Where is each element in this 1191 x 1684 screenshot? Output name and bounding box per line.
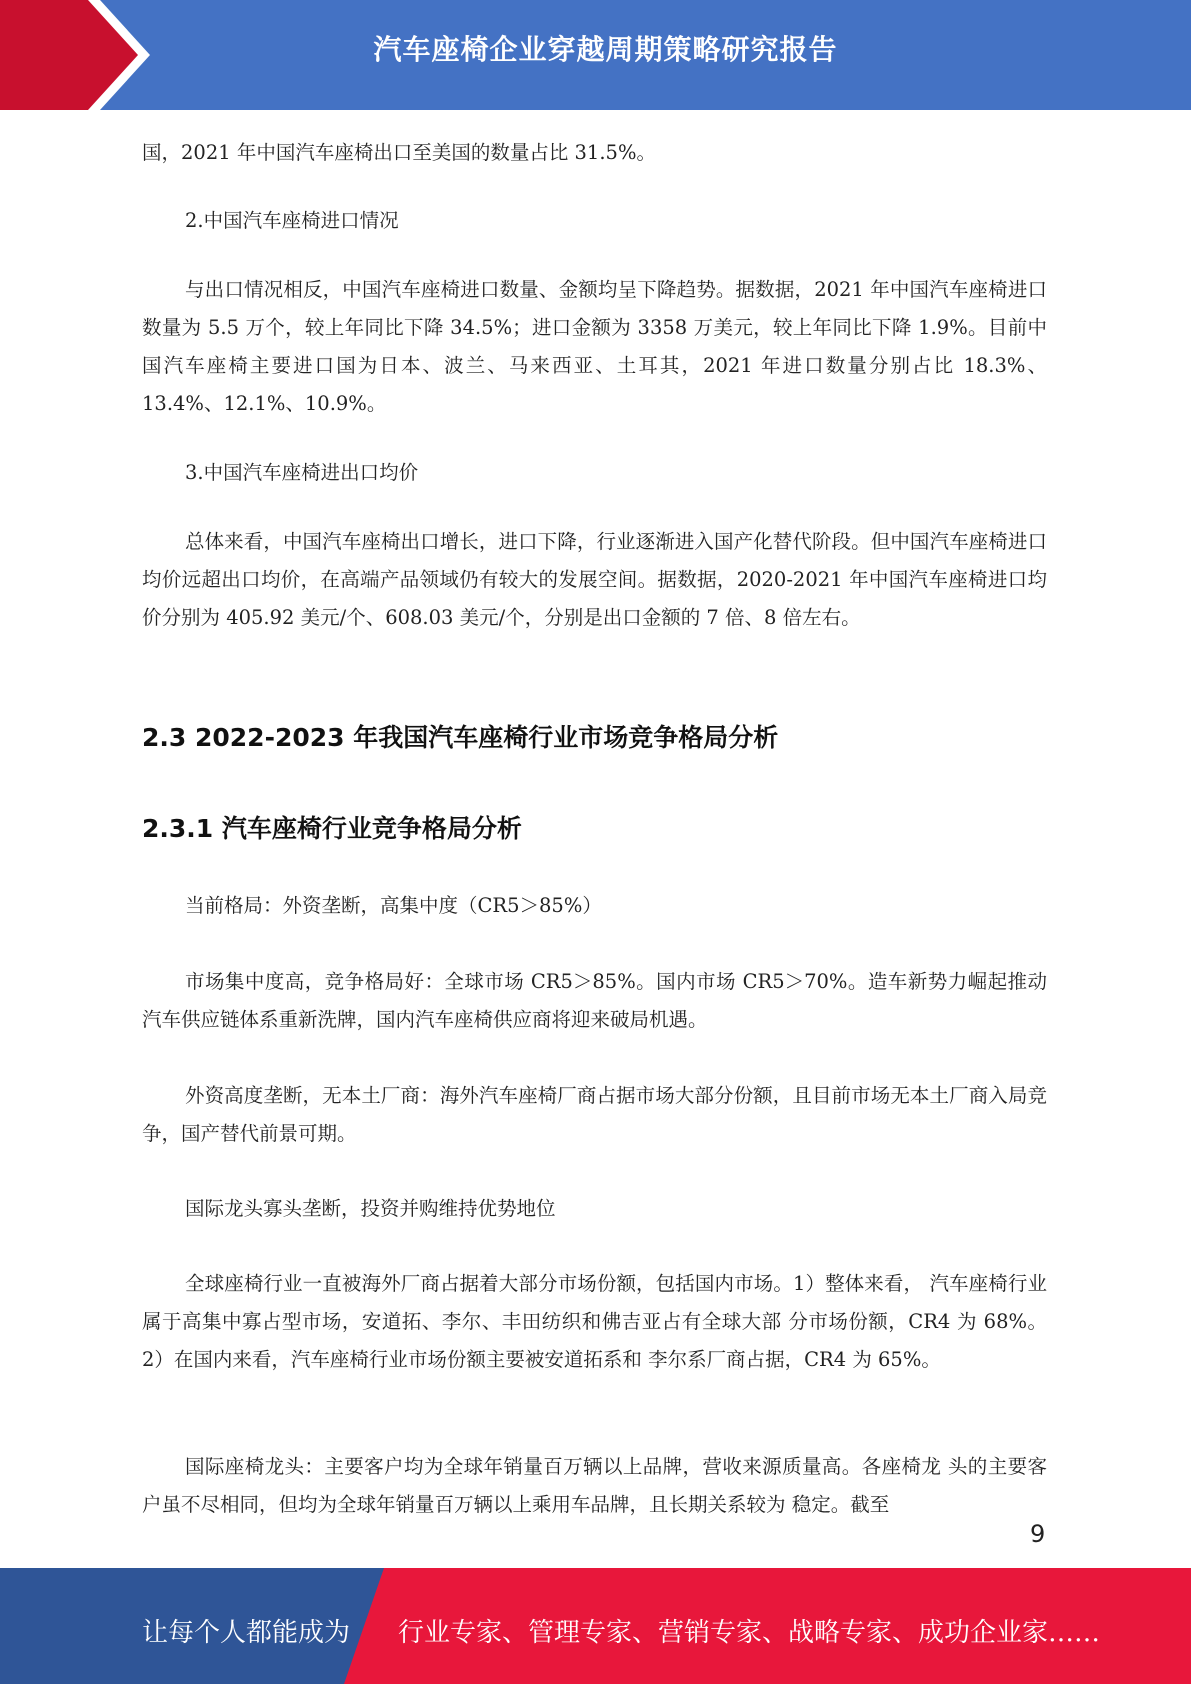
- paragraph-leaders: 国际座椅龙头：主要客户均为全球年销量百万辆以上品牌，营收来源质量高。各座椅龙 头的主要客户虽不尽相同，但均为全球年销量百万辆以上乘用车品牌，且长期关系较为 稳定。截至: [142, 1455, 1047, 1516]
- paragraph-import: 与出口情况相反，中国汽车座椅进口数量、金额均呈下降趋势。据数据，2021 年中国汽车座椅进口数量为 5.5 万个，较上年同比下降 34.5%；进口金额为 3358 万美元，较上年同比下降 1.9%。目前中国汽车座椅主要进口国为日本、波兰、马来西亚、土耳其，2021 年进口数量分别占比 18.3%、13.4%、12.1%、10.9%。: [142, 278, 1047, 415]
- paragraph-current-pattern: 当前格局：外资垄断，高集中度（CR5＞85%）: [185, 894, 602, 917]
- paragraph-concentration: 市场集中度高，竞争格局好：全球市场 CR5＞85%。国内市场 CR5＞70%。造车新势力崛起推动汽车供应链体系重新洗牌，国内汽车座椅供应商将迎来破局机遇。: [142, 970, 1047, 1031]
- paragraph-average-price: 总体来看，中国汽车座椅出口增长，进口下降，行业逐渐进入国产化替代阶段。但中国汽车座椅进口均价远超出口均价，在高端产品领域仍有较大的发展空间。据数据，2020-2021 年中国汽车座椅进口均价分别为 405.92 美元/个、608.03 美元/个，分别是出口金额的 7 倍、8 倍左右。: [142, 530, 1047, 629]
- paragraph-foreign-monopoly: 外资高度垄断，无本土厂商：海外汽车座椅厂商占据市场大部分份额，且目前市场无本土厂商入局竞争，国产替代前景可期。: [142, 1084, 1047, 1145]
- paragraph-oligopoly: 国际龙头寡头垄断，投资并购维持优势地位: [185, 1197, 556, 1220]
- page-number: 9: [1030, 1520, 1046, 1548]
- section-heading-2-3-1: 2.3.1 汽车座椅行业竞争格局分析: [142, 814, 522, 843]
- section-heading-2-3: 2.3 2022-2023 年我国汽车座椅行业市场竞争格局分析: [142, 723, 779, 752]
- footer-slogan-right: 行业专家、管理专家、营销专家、战略专家、成功企业家……: [398, 1618, 1101, 1648]
- footer-slogan-left: 让每个人都能成为: [142, 1618, 351, 1648]
- page-footer: [0, 1568, 1191, 1684]
- page-header: [0, 0, 1191, 110]
- paragraph-global-industry: 全球座椅行业一直被海外厂商占据着大部分市场份额，包括国内市场。1）整体来看， 汽车座椅行业属于高集中寡占型市场，安道拓、李尔、丰田纺织和佛吉亚占有全球大部 分市场份额，CR4 为 68%。2）在国内来看，汽车座椅行业市场份额主要被安道拓系和 李尔系厂商占据，CR4 为 65%。: [142, 1272, 1047, 1371]
- item-import-situation: 2.中国汽车座椅进口情况: [185, 209, 399, 232]
- paragraph-export-share: 国，2021 年中国汽车座椅出口至美国的数量占比 31.5%。: [142, 141, 656, 164]
- item-average-price: 3.中国汽车座椅进出口均价: [185, 461, 419, 484]
- report-title: 汽车座椅企业穿越周期策略研究报告: [373, 33, 838, 66]
